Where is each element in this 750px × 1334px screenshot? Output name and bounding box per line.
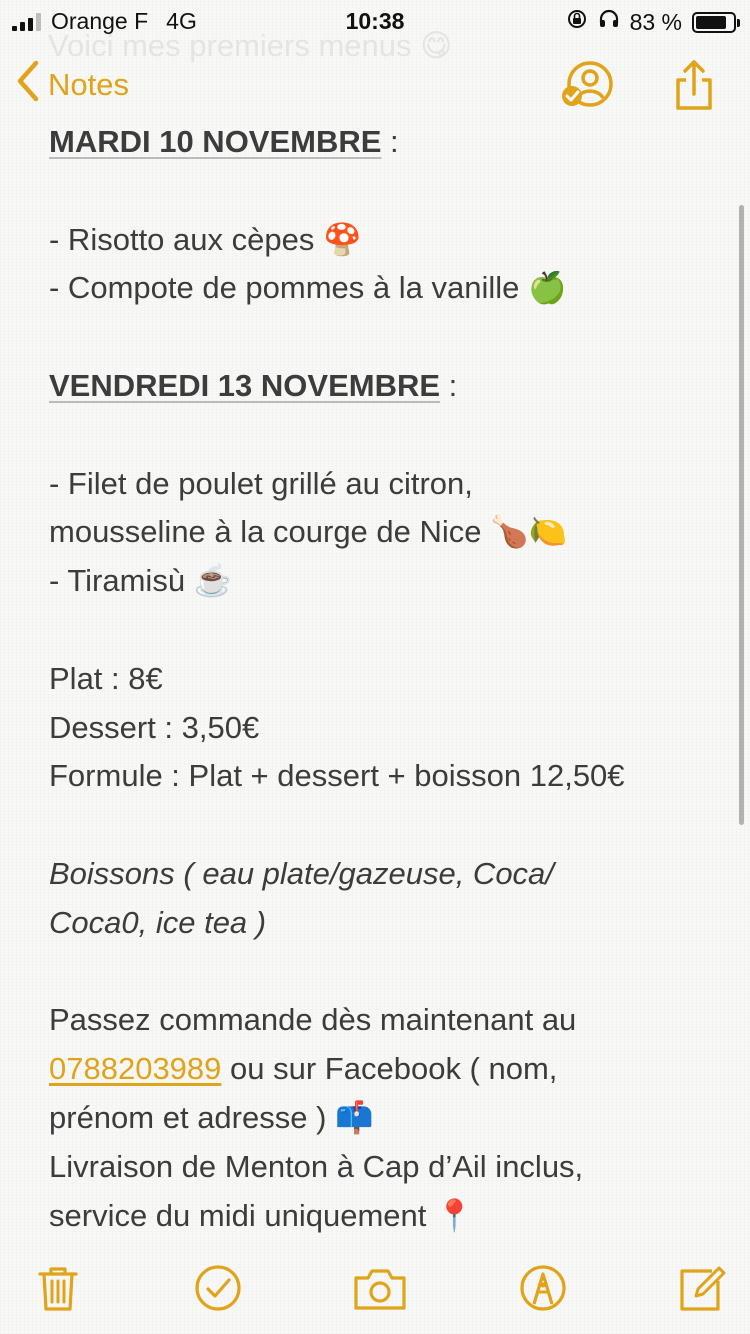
order-line: Passez commande dès maintenant au: [49, 1002, 577, 1038]
trash-icon: [32, 1301, 84, 1318]
blank-line: [49, 313, 709, 362]
pen-tip-circle-icon: [517, 1301, 569, 1318]
blank-line: [49, 606, 709, 655]
delete-button[interactable]: [32, 1262, 84, 1314]
drinks-line: Boissons ( eau plate/gazeuse, Coca/: [49, 855, 554, 891]
blank-line: [49, 801, 709, 850]
back-label: Notes: [48, 67, 129, 102]
checkmark-circle-icon: [192, 1301, 244, 1318]
menu-item: mousseline à la courge de Nice 🍗🍋: [49, 514, 568, 550]
collaborate-button[interactable]: [558, 58, 614, 114]
carrier-name: Orange F: [51, 8, 149, 34]
battery-percent: 83 %: [629, 8, 682, 35]
price-line: Plat : 8€: [49, 660, 163, 696]
heading-colon: :: [381, 124, 399, 159]
blank-line: [49, 948, 709, 997]
camera-button[interactable]: [352, 1262, 408, 1314]
orientation-lock-icon: [566, 8, 588, 36]
delivery-line: Livraison de Menton à Cap d’Ail inclus,: [49, 1148, 584, 1184]
person-checkmark-icon: [558, 101, 614, 118]
headphones-icon: [598, 8, 620, 36]
heading-mardi: MARDI 10 NOVEMBRE: [49, 124, 382, 159]
chevron-left-icon: [14, 59, 42, 111]
back-button[interactable]: [14, 60, 129, 110]
order-line-rest: ou sur Facebook ( nom,: [221, 1051, 558, 1087]
status-time: 10:38: [345, 8, 405, 34]
heading-vendredi: VENDREDI 13 NOVEMBRE: [49, 367, 441, 403]
note-body[interactable]: [49, 118, 709, 1240]
status-right: [566, 8, 736, 36]
compose-button[interactable]: [676, 1262, 728, 1314]
menu-item: - Filet de poulet grillé au citron,: [49, 465, 473, 501]
markup-button[interactable]: [517, 1262, 569, 1314]
price-line: Formule : Plat + dessert + boisson 12,50€: [49, 758, 625, 794]
price-line: Dessert : 3,50€: [49, 709, 260, 745]
compose-icon: [676, 1301, 728, 1318]
note-title-ghost: Voici mes premiers menus 😋: [48, 28, 453, 63]
drinks-line: Coca0, ice tea ): [49, 904, 267, 940]
heading-vendredi-line: [49, 362, 709, 411]
camera-icon: [352, 1301, 408, 1318]
order-line-phone: [49, 1045, 709, 1094]
share-button[interactable]: [666, 58, 722, 114]
checklist-button[interactable]: [192, 1262, 244, 1314]
blank-line: [49, 167, 709, 216]
battery-icon: [692, 12, 736, 33]
blank-line: [49, 411, 709, 460]
menu-item: - Tiramisù ☕️: [49, 563, 233, 599]
heading-colon: :: [440, 367, 458, 403]
delivery-line: service du midi uniquement 📍: [49, 1197, 474, 1233]
menu-item: - Compote de pommes à la vanille 🍏: [49, 270, 567, 306]
heading-mardi-line: [49, 118, 709, 167]
order-line: prénom et adresse ) 📫: [49, 1099, 374, 1135]
scrollbar[interactable]: [739, 205, 744, 825]
menu-item: - Risotto aux cèpes 🍄: [49, 221, 362, 257]
battery-level: [696, 16, 726, 29]
phone-link[interactable]: 0788203989: [49, 1051, 222, 1087]
share-icon: [666, 101, 722, 118]
network-type: 4G: [166, 8, 197, 34]
